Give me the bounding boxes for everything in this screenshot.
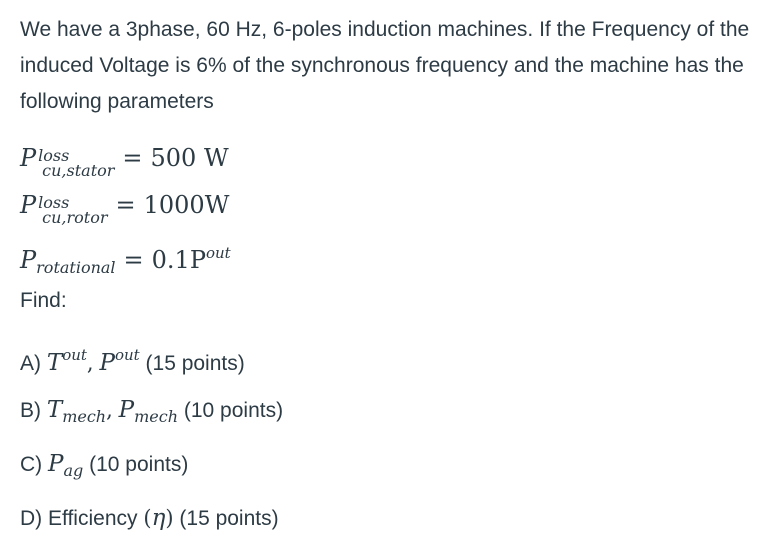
power-symbol: P [48, 451, 64, 477]
coefficient: 0.1 [151, 246, 190, 274]
superscript: out [205, 244, 231, 262]
power-symbol: P [20, 144, 37, 172]
sup-sub-stack [37, 145, 115, 180]
points: (10 points) [89, 453, 189, 476]
superscript: out [114, 346, 140, 364]
problem-statement: We have a 3phase, 60 Hz, 6-poles induction machines. If the Frequency of the induced Voltage is 6% of the synchronous frequency and the machine has the following parameters [20, 18, 750, 113]
superscript: loss [38, 145, 70, 165]
superscript: loss [38, 192, 70, 212]
equals-sign: = [123, 246, 144, 274]
subscript: mech [134, 407, 179, 426]
equation-rotational-loss [20, 238, 231, 283]
equation-rotor-loss [20, 190, 230, 227]
close-paren: ) [165, 506, 174, 530]
value: 500 [150, 144, 197, 172]
subscript: cu,rotor [42, 207, 108, 227]
superscript: out [62, 346, 87, 364]
power-symbol: P [20, 246, 37, 274]
torque-symbol: T [46, 350, 63, 376]
open-paren: ( [143, 506, 152, 530]
question-b [20, 396, 283, 431]
equals-sign: = [122, 144, 143, 172]
subscript: cu,stator [42, 160, 115, 180]
question-a [20, 341, 245, 378]
power-symbol: P [99, 350, 115, 376]
equation-stator-loss [20, 143, 229, 180]
question-c [20, 450, 188, 485]
find-label: Find: [20, 289, 67, 312]
subscript: mech [62, 407, 107, 426]
output-power-symbol: P [189, 246, 206, 274]
question-prefix: D) [20, 507, 43, 530]
separator: , [86, 351, 94, 375]
points: (15 points) [179, 507, 279, 530]
subscript: ag [63, 461, 84, 480]
question-prefix: B) [20, 399, 41, 422]
efficiency-label: Efficiency [48, 507, 138, 530]
question-prefix: C) [20, 453, 43, 476]
sup-sub-stack [37, 192, 108, 227]
power-symbol: P [20, 191, 37, 219]
points: (15 points) [145, 352, 245, 375]
equals-sign: = [115, 191, 136, 219]
power-symbol: P [118, 397, 135, 423]
value: 1000 [143, 191, 205, 219]
points: (10 points) [183, 399, 284, 422]
question-d [20, 504, 279, 533]
torque-symbol: T [46, 397, 63, 423]
unit: W [204, 191, 230, 219]
question-prefix: A) [20, 352, 41, 375]
unit: W [203, 144, 229, 172]
separator: , [106, 398, 113, 422]
eta-symbol: η [151, 505, 166, 531]
subscript: rotational [36, 258, 116, 277]
